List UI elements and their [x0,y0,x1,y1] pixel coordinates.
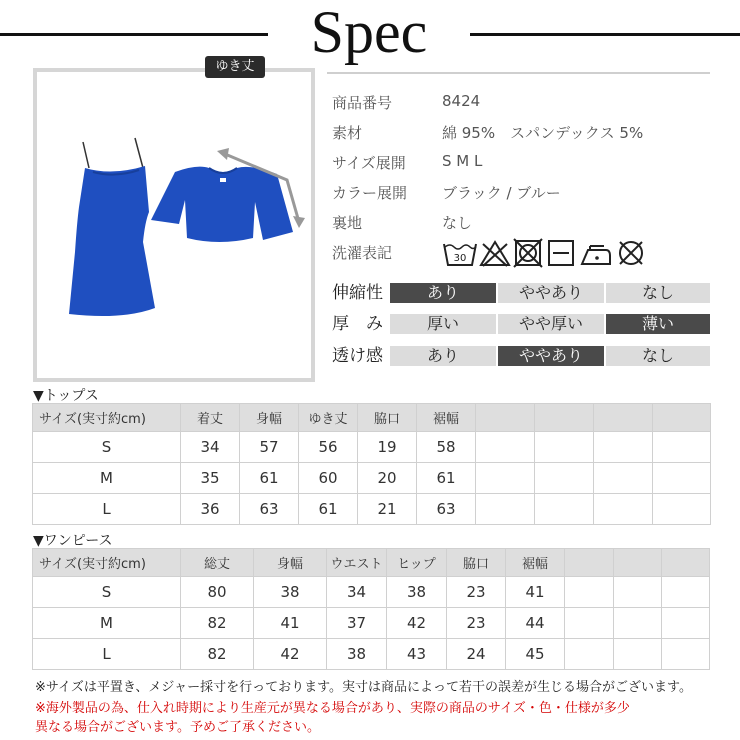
title-rule-left [0,33,268,36]
table-cell: S [33,577,181,608]
table-cell: 63 [417,494,476,525]
spec-label: 裏地 [332,214,363,232]
onepiece-section-label: ▼ワンピース [33,533,113,549]
table-cell [662,577,710,608]
table-row [33,494,711,525]
iron-low-icon [578,238,614,268]
spec-label: 商品番号 [332,94,393,112]
page-title: Spec [310,0,428,65]
table-cell [614,639,662,670]
table-header-cell: ヒップ [387,549,447,577]
table-cell: 42 [254,639,327,670]
table-cell: 61 [417,463,476,494]
table-row [33,432,711,463]
onepiece-size-table [32,548,710,670]
table-cell [662,639,710,670]
table-cell [565,639,614,670]
tops-size-table [32,403,711,525]
spec-value: S M L [442,152,483,170]
wash-temp: 30 [453,253,467,264]
table-cell [594,463,653,494]
table-cell [614,577,662,608]
table-cell [653,494,711,525]
table-cell: 38 [327,639,387,670]
table-header-row [33,404,711,432]
table-cell: 24 [447,639,506,670]
table-cell: S [33,432,181,463]
table-cell [662,608,710,639]
table-cell: 82 [181,608,254,639]
table-cell: 58 [417,432,476,463]
table-header-cell: ウエスト [327,549,387,577]
table-cell: 36 [181,494,240,525]
scale-thickness [332,313,710,335]
scale-sheerness [332,345,710,367]
spec-value: 8424 [442,92,481,110]
spec-label: カラー展開 [332,184,408,202]
table-row [33,463,711,494]
no-bleach-icon [479,238,511,268]
table-cell [594,432,653,463]
table-cell: L [33,494,181,525]
table-cell: 23 [447,577,506,608]
note-warning-line1: ※海外製品の為、仕入れ時期により生産元が異なる場合があり、実際の商品のサイズ・色・仕様が多少 [35,701,630,716]
scale-option: なし [606,283,710,303]
product-photo [33,68,315,382]
table-cell: 43 [387,639,447,670]
table-header-cell: 裾幅 [417,404,476,432]
table-cell: 38 [387,577,447,608]
table-cell: 61 [240,463,299,494]
table-header-cell [565,549,614,577]
scale-label: 伸縮性 [332,283,383,303]
note-warning-line2: 異なる場合がございます。予めご了承ください。 [35,720,320,735]
table-header-cell: サイズ(実寸約cm) [33,404,181,432]
table-cell: 63 [240,494,299,525]
spec-divider [327,72,710,74]
table-cell [653,432,711,463]
table-cell [535,494,594,525]
table-cell: 21 [358,494,417,525]
sleeve-length-tag: ゆき丈 [205,56,265,78]
scale-option: あり [390,283,496,303]
spec-value: なし [442,214,473,232]
table-header-cell: 脇口 [447,549,506,577]
table-cell: 60 [299,463,358,494]
table-cell: 61 [299,494,358,525]
table-header-cell: 総丈 [181,549,254,577]
crop-top-shape [151,167,293,242]
table-row [33,639,710,670]
scale-stretch [332,282,710,304]
table-cell [565,577,614,608]
crop-top-label [220,178,226,182]
table-cell: 38 [254,577,327,608]
scale-option: 薄い [606,314,710,334]
table-header-cell [662,549,710,577]
flat-dry-icon [545,238,577,268]
table-cell: 80 [181,577,254,608]
table-cell: 56 [299,432,358,463]
table-cell: 23 [447,608,506,639]
scale-option: ややあり [498,346,604,366]
table-cell: 82 [181,639,254,670]
table-cell: 41 [506,577,565,608]
scale-option: ややあり [498,283,604,303]
table-cell [476,463,535,494]
table-cell: 19 [358,432,417,463]
table-header-cell [535,404,594,432]
table-header-cell: 身幅 [240,404,299,432]
note-measurement: ※サイズは平置き、メジャー採寸を行っております。実寸は商品によって若干の誤差が生じる場合がございます。 [35,680,692,695]
dress-shape [69,166,155,316]
product-illustration [37,72,311,378]
table-cell: 57 [240,432,299,463]
table-cell: 45 [506,639,565,670]
table-cell [614,608,662,639]
table-header-cell [653,404,711,432]
table-cell [594,494,653,525]
table-header-cell [594,404,653,432]
table-row [33,608,710,639]
scale-label: 透け感 [332,346,383,366]
scale-option: 厚い [390,314,496,334]
dress-strap-left [83,142,89,168]
table-header-cell [614,549,662,577]
dress-strap-right [135,138,143,168]
table-header-cell: サイズ(実寸約cm) [33,549,181,577]
table-cell [535,463,594,494]
table-cell: 37 [327,608,387,639]
no-dry-clean-icon [615,238,647,268]
table-cell: M [33,463,181,494]
table-cell: L [33,639,181,670]
spec-label: 素材 [332,124,363,142]
no-tumble-dry-icon [512,238,544,268]
table-cell [476,494,535,525]
table-cell: M [33,608,181,639]
spec-value: 綿 95% スパンデックス 5% [442,124,644,142]
tops-section-label: ▼トップス [33,388,99,404]
table-cell: 42 [387,608,447,639]
scale-option: なし [606,346,710,366]
table-header-cell: 着丈 [181,404,240,432]
table-cell [653,463,711,494]
title-rule-right [470,33,740,36]
table-header-cell [476,404,535,432]
scale-label: 厚 み [332,314,383,334]
table-cell [476,432,535,463]
scale-option: やや厚い [498,314,604,334]
scale-option: あり [390,346,496,366]
table-cell: 41 [254,608,327,639]
table-cell: 34 [327,577,387,608]
spec-label: 洗濯表記 [332,244,393,262]
table-cell [565,608,614,639]
table-header-cell: ゆき丈 [299,404,358,432]
table-header-row [33,549,710,577]
care-icons [442,238,647,268]
spec-label: サイズ展開 [332,154,406,172]
table-cell: 44 [506,608,565,639]
table-header-cell: 脇口 [358,404,417,432]
table-cell: 34 [181,432,240,463]
spec-value: ブラック / ブルー [442,184,561,202]
table-cell: 35 [181,463,240,494]
table-cell: 20 [358,463,417,494]
table-cell [535,432,594,463]
wash-30-icon [442,238,478,268]
table-row [33,577,710,608]
table-header-cell: 身幅 [254,549,327,577]
table-header-cell: 裾幅 [506,549,565,577]
